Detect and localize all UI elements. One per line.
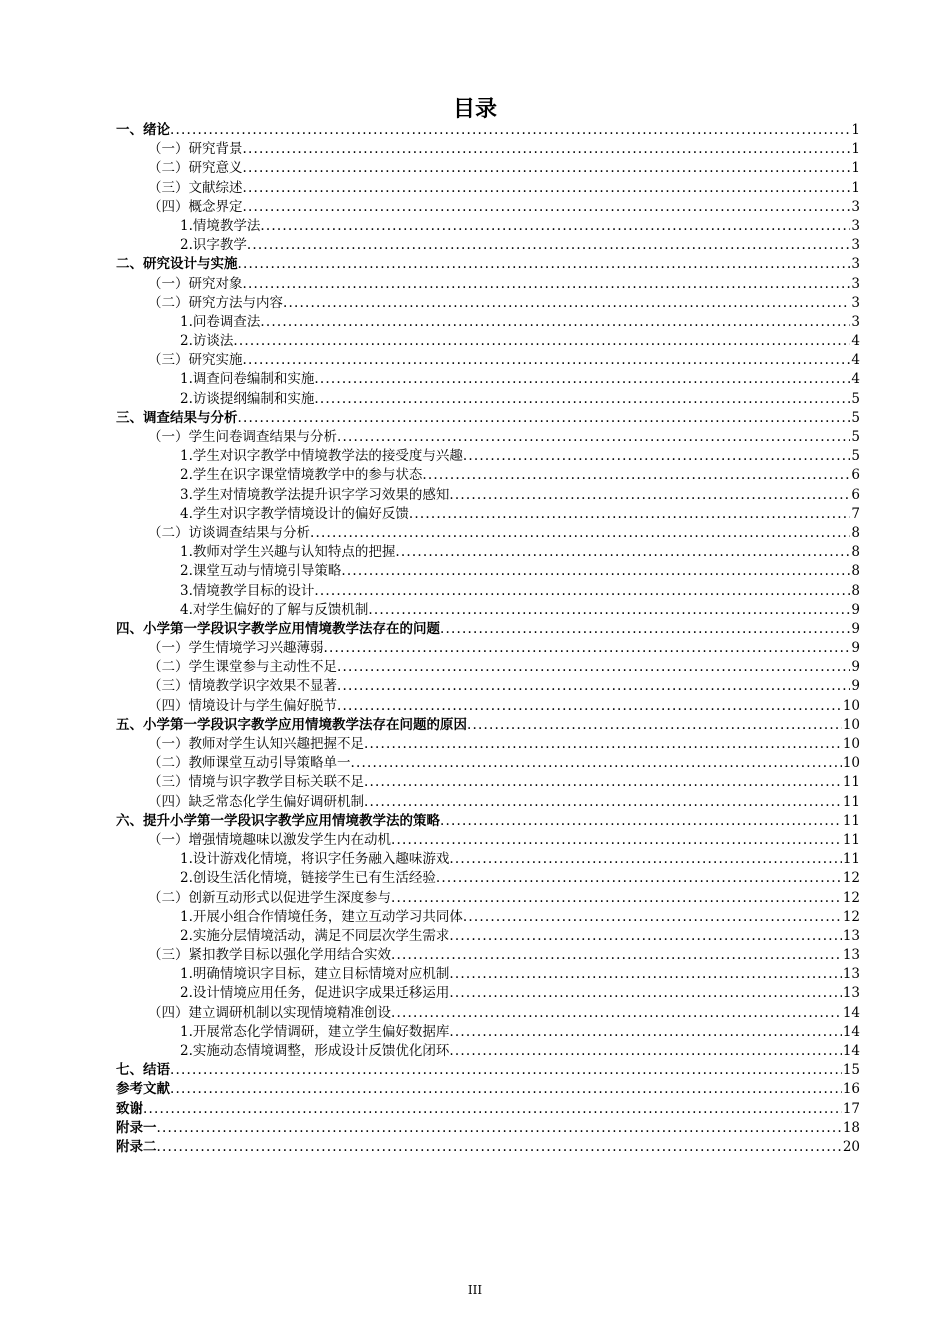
toc-entry-title: 2.识字教学 <box>180 237 247 254</box>
toc-entry-title: 1.开展小组合作情境任务，建立互动学习共同体 <box>180 908 463 925</box>
toc-dot-leader <box>440 812 842 831</box>
toc-dot-leader <box>143 1100 842 1119</box>
toc-entry-title: （三）研究实施 <box>148 352 243 369</box>
toc-dot-leader <box>233 332 850 351</box>
toc-entry-title: 附录二 <box>116 1138 157 1155</box>
toc-entry-title: 4.学生对识字教学情境设计的偏好反馈 <box>180 505 409 522</box>
toc-entry-page: 3 <box>851 237 860 254</box>
toc-entry-page: 10 <box>842 755 860 772</box>
toc-entry-title: 1.开展常态化学情调研，建立学生偏好数据库 <box>180 1023 450 1040</box>
toc-entry-title: 3.学生对情境教学法提升识字学习效果的感知 <box>180 486 450 503</box>
toc-entry-page: 13 <box>842 985 860 1002</box>
toc-entry-page: 1 <box>851 179 860 196</box>
toc-entry-page: 3 <box>851 275 860 292</box>
toc-entry[interactable] <box>116 447 860 466</box>
toc-entry-page: 4 <box>851 333 860 350</box>
toc-entry[interactable] <box>116 793 860 812</box>
toc-entry-page: 11 <box>842 812 860 829</box>
toc-entry[interactable] <box>116 1004 860 1023</box>
toc-dot-leader <box>467 716 842 735</box>
toc-dot-leader <box>324 639 851 658</box>
toc-dot-leader <box>351 754 842 773</box>
toc-dot-leader <box>368 601 850 620</box>
toc-entry[interactable] <box>116 697 860 716</box>
toc-entry[interactable] <box>116 773 860 792</box>
toc-entry-title: 致谢 <box>116 1100 143 1117</box>
toc-dot-leader <box>463 908 842 927</box>
toc-entry[interactable] <box>116 140 860 159</box>
toc-entry-title: （四）缺乏常态化学生偏好调研机制 <box>148 793 364 810</box>
toc-entry-title: （一）学生问卷调查结果与分析 <box>148 429 337 445</box>
toc-entry[interactable] <box>116 409 860 428</box>
toc-entry-page: 9 <box>851 620 860 637</box>
toc-entry-title: 2.访谈法 <box>180 333 234 350</box>
toc-entry-page: 6 <box>851 467 860 484</box>
toc-entry-title: （二）学生课堂参与主动性不足 <box>148 659 337 676</box>
toc-entry-title: 六、提升小学第一学段识字教学应用情境教学法的策略 <box>116 812 440 829</box>
toc-entry-page: 1 <box>851 122 860 138</box>
toc-entry-title: （一）研究对象 <box>148 275 243 292</box>
toc-entry-page: 14 <box>842 1004 860 1021</box>
toc-entry[interactable] <box>116 1119 860 1138</box>
toc-entry-page: 5 <box>851 390 860 407</box>
toc-dot-leader <box>170 121 850 140</box>
toc-entry[interactable] <box>116 716 860 735</box>
toc-entry-page: 14 <box>842 1043 860 1059</box>
toc-dot-leader <box>243 275 851 294</box>
page-number: III <box>467 1283 483 1297</box>
toc-entry[interactable] <box>116 658 860 677</box>
toc-entry-title: 2.课堂互动与情境引导策略 <box>180 563 342 580</box>
toc-entry-title: 三、调查结果与分析 <box>116 409 238 426</box>
toc-dot-leader <box>337 658 850 677</box>
toc-dot-leader <box>449 927 841 946</box>
toc-entry[interactable] <box>116 869 860 888</box>
toc-entry[interactable] <box>116 1080 860 1099</box>
toc-entry[interactable] <box>116 524 860 543</box>
toc-entry-title: 1.教师对学生兴趣与认知特点的把握 <box>180 544 396 561</box>
toc-entry-title: 2.访谈提纲编制和实施 <box>180 390 315 407</box>
toc-entry[interactable] <box>116 121 860 140</box>
toc-entry[interactable] <box>116 236 860 255</box>
toc-entry-page: 12 <box>842 908 860 925</box>
toc-dot-leader <box>337 677 850 696</box>
toc-dot-leader <box>157 1119 842 1138</box>
toc-entry-page: 11 <box>842 793 860 810</box>
toc-entry-page: 13 <box>842 947 860 964</box>
toc-dot-leader <box>449 984 841 1003</box>
toc-entry-title: （四）情境设计与学生偏好脱节 <box>148 697 337 714</box>
toc-entry-title: 2.实施分层情境活动，满足不同层次学生需求 <box>180 927 450 944</box>
toc-entry[interactable] <box>116 1138 860 1157</box>
toc-title: 目录 <box>452 97 497 122</box>
toc-entry-page: 13 <box>842 927 860 944</box>
toc-entry-page: 11 <box>842 774 860 791</box>
toc-entry-title: （四）概念界定 <box>148 198 243 215</box>
toc-entry-title: 二、研究设计与实施 <box>116 256 238 273</box>
toc-dot-leader <box>436 869 842 888</box>
toc-dot-leader <box>238 255 851 274</box>
toc-entry[interactable] <box>116 908 860 927</box>
toc-dot-leader <box>391 889 842 908</box>
toc-entry[interactable] <box>116 390 860 409</box>
toc-dot-leader <box>391 831 842 850</box>
toc-entry-title: 1.调查问卷编制和实施 <box>180 371 315 388</box>
toc-dot-leader <box>243 140 851 159</box>
toc-entry-title: 参考文献 <box>116 1081 170 1098</box>
toc-dot-leader <box>337 697 842 716</box>
toc-entry[interactable] <box>116 812 860 831</box>
toc-entry-page: 12 <box>842 870 860 887</box>
toc-entry-page: 4 <box>851 371 860 388</box>
toc-dot-leader <box>170 1061 842 1080</box>
toc-entry-title: 2.创设生活化情境，链接学生已有生活经验 <box>180 870 436 887</box>
toc-entry-page: 9 <box>851 601 860 618</box>
toc-entry[interactable] <box>116 370 860 389</box>
toc-dot-leader <box>283 294 850 313</box>
toc-entry[interactable] <box>116 428 860 447</box>
toc-entry-page: 5 <box>851 409 860 426</box>
toc-entry-title: （三）紧扣教学目标以强化学用结合实效 <box>148 947 391 964</box>
toc-entry-title: 2.设计情境应用任务，促进识字成果迁移运用 <box>180 985 450 1002</box>
toc-entry[interactable] <box>116 294 860 313</box>
toc-entry-title: （一）教师对学生认知兴趣把握不足 <box>148 736 364 752</box>
toc-entry[interactable] <box>116 486 860 505</box>
toc-dot-leader <box>341 562 850 581</box>
toc-dot-leader <box>449 486 850 505</box>
toc-entry[interactable] <box>116 677 860 696</box>
toc-dot-leader <box>337 428 850 447</box>
toc-entry[interactable] <box>116 1100 860 1119</box>
toc-dot-leader <box>364 735 842 754</box>
table-of-contents <box>116 121 860 1157</box>
toc-entry-page: 4 <box>851 352 860 369</box>
toc-entry-page: 3 <box>851 198 860 215</box>
toc-entry[interactable] <box>116 639 860 658</box>
toc-entry-title: 七、结语 <box>116 1062 170 1079</box>
toc-entry[interactable] <box>116 159 860 178</box>
toc-entry-page: 18 <box>842 1119 860 1136</box>
toc-dot-leader <box>247 236 851 255</box>
toc-entry[interactable] <box>116 562 860 581</box>
toc-dot-leader <box>449 850 841 869</box>
toc-entry[interactable] <box>116 466 860 485</box>
toc-dot-leader <box>310 524 850 543</box>
toc-entry-page: 6 <box>851 486 860 503</box>
toc-dot-leader <box>364 773 842 792</box>
toc-entry-title: 2.学生在识字课堂情境教学中的参与状态 <box>180 467 423 484</box>
toc-entry[interactable] <box>116 946 860 965</box>
toc-entry-page: 7 <box>851 505 860 522</box>
toc-entry-title: 五、小学第一学段识字教学应用情境教学法存在问题的原因 <box>116 716 467 733</box>
toc-dot-leader <box>238 409 851 428</box>
toc-entry[interactable] <box>116 313 860 332</box>
toc-entry-page: 8 <box>851 582 860 599</box>
toc-entry[interactable] <box>116 1061 860 1080</box>
toc-entry-page: 1 <box>851 160 860 177</box>
toc-dot-leader <box>449 1023 841 1042</box>
toc-entry-title: （一）学生情境学习兴趣薄弱 <box>148 640 324 657</box>
toc-entry-page: 15 <box>842 1062 860 1079</box>
toc-entry-title: （三）情境与识字教学目标关联不足 <box>148 774 364 791</box>
toc-entry-page: 1 <box>851 141 860 158</box>
toc-entry-page: 20 <box>842 1138 860 1155</box>
toc-entry-title: 1.情境教学法 <box>180 217 261 234</box>
toc-entry-title: 2.实施动态情境调整，形成设计反馈优化闭环 <box>180 1043 450 1059</box>
toc-entry-title: 4.对学生偏好的了解与反馈机制 <box>180 601 369 618</box>
toc-entry-title: 四、小学第一学段识字教学应用情境教学法存在的问题 <box>116 620 440 637</box>
toc-entry[interactable] <box>116 965 860 984</box>
toc-entry-title: 1.学生对识字教学中情境教学法的接受度与兴趣 <box>180 448 463 465</box>
toc-entry-page: 17 <box>842 1100 860 1117</box>
toc-entry[interactable] <box>116 601 860 620</box>
toc-entry-title: （二）研究方法与内容 <box>148 294 283 311</box>
toc-dot-leader <box>422 466 850 485</box>
toc-entry[interactable] <box>116 927 860 946</box>
toc-entry-page: 11 <box>842 831 860 848</box>
toc-entry-page: 3 <box>851 256 860 273</box>
toc-entry[interactable] <box>116 850 860 869</box>
toc-dot-leader <box>314 390 850 409</box>
toc-dot-leader <box>449 1042 841 1061</box>
toc-dot-leader <box>170 1080 842 1099</box>
toc-entry-title: 1.设计游戏化情境，将识字任务融入趣味游戏 <box>180 851 450 868</box>
toc-entry[interactable] <box>116 620 860 639</box>
toc-entry[interactable] <box>116 505 860 524</box>
toc-dot-leader <box>449 965 841 984</box>
toc-entry[interactable] <box>116 582 860 601</box>
toc-dot-leader <box>364 793 842 812</box>
toc-entry-title: 附录一 <box>116 1119 157 1136</box>
toc-entry-page: 3 <box>851 294 860 311</box>
toc-entry-page: 3 <box>851 313 860 330</box>
toc-dot-leader <box>391 1004 842 1023</box>
toc-entry-title: （二）访谈调查结果与分析 <box>148 524 310 541</box>
toc-entry-page: 9 <box>851 678 860 695</box>
toc-dot-leader <box>314 582 850 601</box>
toc-entry-page: 5 <box>851 429 860 445</box>
toc-dot-leader <box>409 505 851 524</box>
toc-entry[interactable] <box>116 198 860 217</box>
toc-entry-title: （一）研究背景 <box>148 141 243 158</box>
toc-dot-leader <box>395 543 850 562</box>
toc-entry[interactable] <box>116 332 860 351</box>
toc-dot-leader <box>243 179 851 198</box>
toc-dot-leader <box>157 1138 842 1157</box>
toc-entry[interactable] <box>116 1042 860 1061</box>
toc-entry-page: 9 <box>851 640 860 657</box>
toc-entry-page: 11 <box>842 851 860 868</box>
toc-entry-page: 12 <box>842 889 860 906</box>
toc-entry[interactable] <box>116 889 860 908</box>
toc-entry[interactable] <box>116 255 860 274</box>
toc-entry-page: 8 <box>851 544 860 561</box>
toc-entry-title: 1.问卷调查法 <box>180 313 261 330</box>
toc-entry[interactable] <box>116 735 860 754</box>
toc-entry-page: 16 <box>842 1081 860 1098</box>
toc-entry-page: 5 <box>851 448 860 465</box>
toc-dot-leader <box>243 198 851 217</box>
toc-entry-page: 14 <box>842 1023 860 1040</box>
toc-entry-title: 一、绪论 <box>116 122 170 138</box>
toc-entry-title: （三）情境教学识字效果不显著 <box>148 678 337 695</box>
toc-entry[interactable] <box>116 179 860 198</box>
toc-entry-page: 13 <box>842 966 860 983</box>
toc-dot-leader <box>243 159 851 178</box>
toc-entry[interactable] <box>116 831 860 850</box>
toc-entry-page: 10 <box>842 736 860 752</box>
toc-entry-title: （三）文献综述 <box>148 179 243 196</box>
toc-entry-page: 8 <box>851 524 860 541</box>
toc-dot-leader <box>391 946 842 965</box>
toc-entry-page: 3 <box>851 217 860 234</box>
toc-entry-title: （二）创新互动形式以促进学生深度参与 <box>148 889 391 906</box>
toc-entry-page: 9 <box>851 659 860 676</box>
toc-entry-title: 1.明确情境识字目标，建立目标情境对应机制 <box>180 966 450 983</box>
toc-entry[interactable] <box>116 217 860 236</box>
toc-entry[interactable] <box>116 543 860 562</box>
toc-entry[interactable] <box>116 351 860 370</box>
toc-dot-leader <box>243 351 851 370</box>
toc-entry[interactable] <box>116 984 860 1003</box>
toc-entry-title: （一）增强情境趣味以激发学生内在动机 <box>148 831 391 848</box>
toc-entry[interactable] <box>116 1023 860 1042</box>
toc-entry-title: （二）研究意义 <box>148 160 243 177</box>
toc-dot-leader <box>260 217 850 236</box>
toc-entry-title: （二）教师课堂互动引导策略单一 <box>148 755 351 772</box>
toc-entry-page: 10 <box>842 716 860 733</box>
toc-entry[interactable] <box>116 754 860 773</box>
toc-entry-title: （四）建立调研机制以实现情境精准创设 <box>148 1004 391 1021</box>
toc-dot-leader <box>260 313 850 332</box>
toc-entry-page: 10 <box>842 697 860 714</box>
toc-dot-leader <box>440 620 850 639</box>
toc-entry[interactable] <box>116 275 860 294</box>
toc-dot-leader <box>463 447 851 466</box>
toc-entry-title: 3.情境教学目标的设计 <box>180 582 315 599</box>
toc-entry-page: 8 <box>851 563 860 580</box>
toc-dot-leader <box>314 370 850 389</box>
